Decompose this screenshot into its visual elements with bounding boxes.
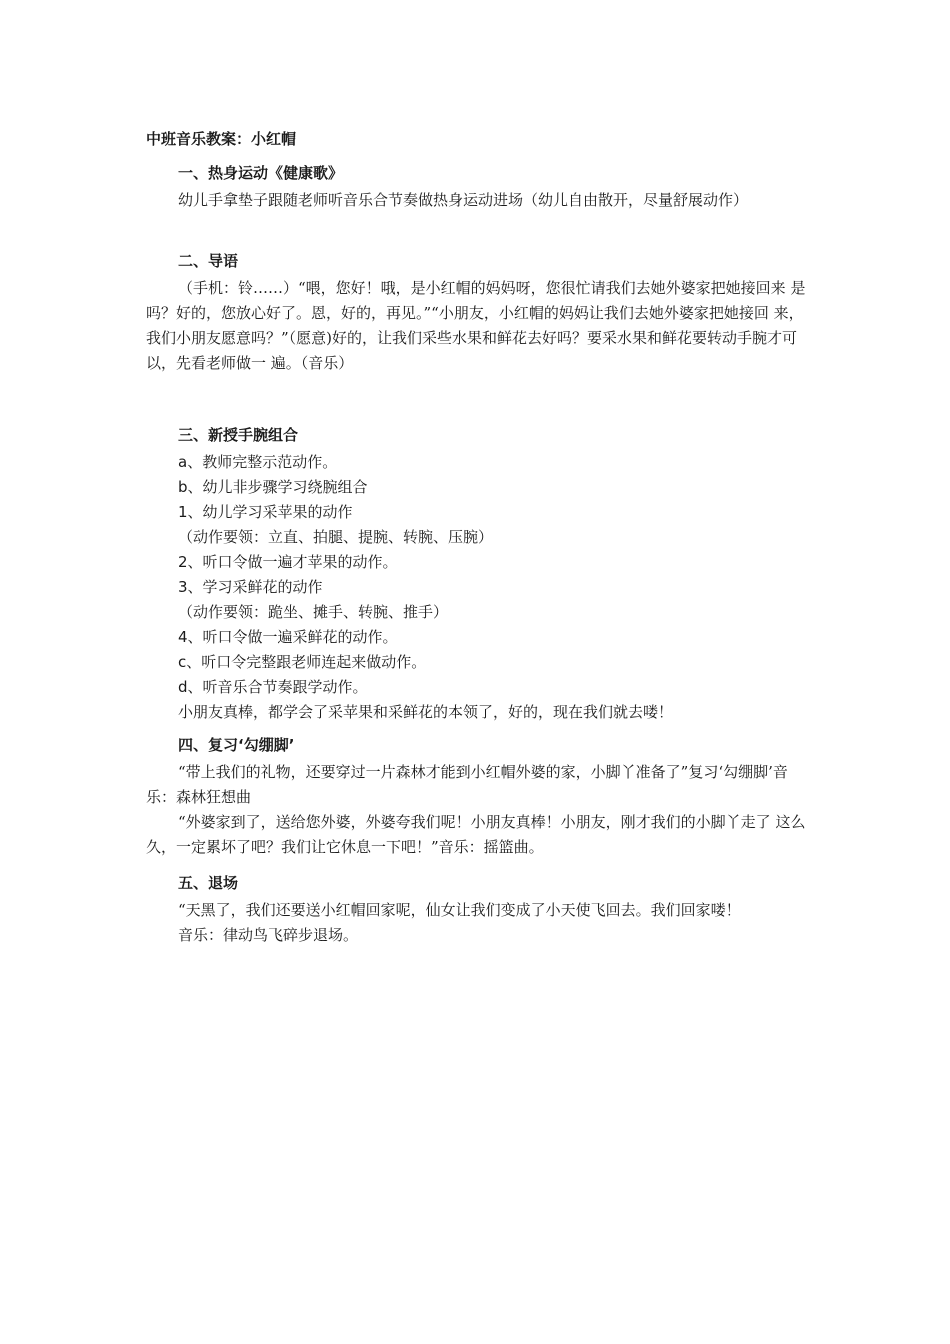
section-paragraph: （手机：铃……）“喂，您好！哦，是小红帽的妈妈呀，您很忙请我们去她外婆家把她接回来 是吗？好的，您放心好了。恩，好的，再见。”“小朋友，小红帽的妈妈让我们去她外婆家把她接回 来，我们小朋友愿意吗？”（愿意)好的，让我们采些水果和鲜花去好吗？要采水果和鲜花要转动手腕才可以，先看老师做一 遍。（音乐） <box>146 279 806 372</box>
list-item: （动作要领：跪坐、摊手、转腕、推手） <box>178 603 449 621</box>
section-heading: 五、退场 <box>178 874 239 892</box>
section-intro <box>146 250 806 376</box>
list-item: b、幼儿非步骤学习绕腕组合 <box>178 478 368 496</box>
section-review <box>146 734 806 860</box>
section-line: 音乐：律动鸟飞碎步退场。 <box>178 926 359 944</box>
section-wrist-combination <box>146 424 806 725</box>
list-item: 1、幼儿学习采苹果的动作 <box>178 503 353 521</box>
list-item: 2、听口令做一遍才苹果的动作。 <box>178 553 398 571</box>
section-warmup <box>146 162 806 213</box>
list-item: （动作要领：立直、拍腿、提腕、转腕、压腕） <box>178 528 494 546</box>
section-line: “天黑了，我们还要送小红帽回家呢，仙女让我们变成了小天使飞回去。我们回家喽！ <box>178 901 741 919</box>
list-item: a、教师完整示范动作。 <box>178 453 338 471</box>
section-paragraph: “带上我们的礼物，还要穿过一片森林才能到小红帽外婆的家，小脚丫准备了”复习‘勾绷脚’音乐：森林狂想曲 <box>146 763 788 806</box>
section-heading: 三、新授手腕组合 <box>178 426 299 444</box>
list-item: 4、听口令做一遍采鲜花的动作。 <box>178 628 398 646</box>
section-paragraph: “外婆家到了，送给您外婆，外婆夸我们呢！小朋友真棒！小朋友，刚才我们的小脚丫走了 这么久，一定累坏了吧？我们让它休息一下吧！”音乐：摇篮曲。 <box>146 813 806 856</box>
list-item: d、听音乐合节奏跟学动作。 <box>178 678 368 696</box>
list-item: 3、学习采鲜花的动作 <box>178 578 323 596</box>
list-item: c、听口令完整跟老师连起来做动作。 <box>178 653 427 671</box>
section-heading: 一、热身运动《健康歌》 <box>178 164 344 182</box>
section-exit <box>146 872 806 948</box>
section-heading: 四、复习‘勾绷脚’ <box>178 736 295 754</box>
section-paragraph: 幼儿手拿垫子跟随老师听音乐合节奏做热身运动进场（幼儿自由散开，尽量舒展动作） <box>178 191 749 209</box>
list-item: 小朋友真棒，都学会了采苹果和采鲜花的本领了，好的，现在我们就去喽！ <box>178 703 674 721</box>
section-heading: 二、导语 <box>178 252 239 270</box>
document-title: 中班音乐教案：小红帽 <box>146 130 297 148</box>
